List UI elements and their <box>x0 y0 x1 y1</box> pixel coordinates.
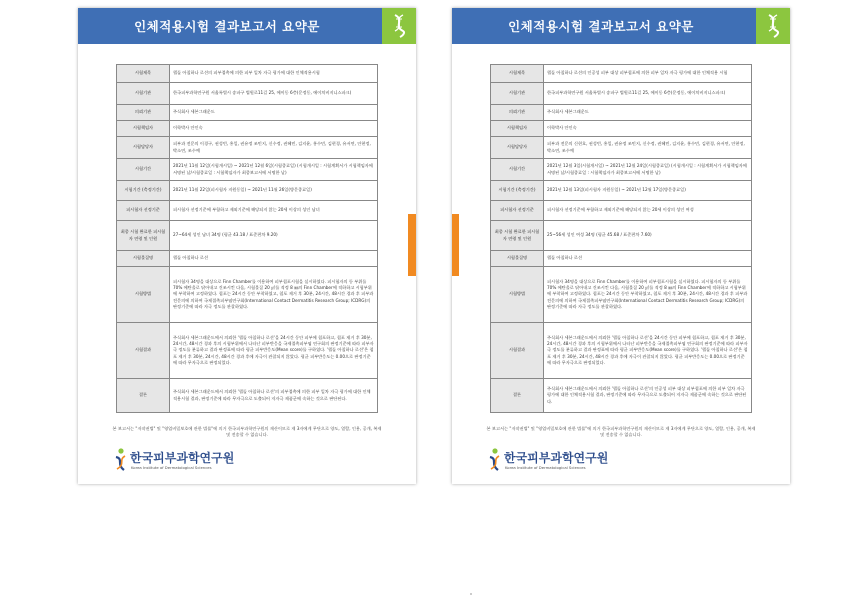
logo-korean: 한국피부과학연구원 <box>130 451 235 465</box>
row-value: 헬돌 아칠하나 로션의 피부접촉에 의한 피부 일차 자극 평가에 대한 인체적용시험 <box>170 65 378 83</box>
summary-row <box>491 201 752 221</box>
summary-table-body <box>117 65 378 413</box>
row-label: 시험방법 <box>117 267 170 323</box>
row-label: 시험제목 <box>117 65 170 83</box>
copyright-notice: 본 보고서는 "저작권법" 및 "영업비밀보호에 관한 법률"에 의거 한국피부과학연구원의 재산이므로 제 3자에게 무단으로 양도, 열람, 인용, 공개, 복제 및 전송할 수 없습니다. <box>486 426 756 437</box>
logo-english: Korea Institute of Dermatological Sciences <box>131 465 212 470</box>
page-title: 인체적용시험 결과보고서 요약문 <box>508 19 694 34</box>
summary-row <box>491 137 752 159</box>
row-value: 27~64세 성인 남녀 34명 (평균 43.18 / 표준편차 9.20) <box>170 221 378 251</box>
summary-row <box>491 221 752 251</box>
row-label: 최종 시험 완료한 피시험자 연령 및 인원 <box>117 221 170 251</box>
institute-logo-icon <box>488 448 502 472</box>
row-label: 시험물질명 <box>117 251 170 267</box>
header-badge <box>382 8 416 44</box>
row-value: 주식회사 세븐그래운드에서 의뢰한 '헬돌 아칠하나 로션'의 인공성 피부 대상 피부첩포에 의한 피부 일차 자극 평가에 대한 인체적용시험 결과, 판정기준에 따라 무자극으로 도출되어 저자극 제품군에 속하는 것으로 판단된다. <box>544 379 752 413</box>
page-header <box>452 8 790 44</box>
row-label: 시험기간 (측정기간) <box>117 181 170 201</box>
row-value: 2021년 12월 13일(피시험자 지원동일) ~ 2021년 12월 17일(방문종료일) <box>544 181 752 201</box>
row-value: 헬돌 아칠하나 로션 <box>544 251 752 267</box>
row-value: 이학박사 안인숙 <box>544 121 752 137</box>
header-badge <box>756 8 790 44</box>
institute-logo-icon <box>114 448 128 472</box>
summary-row <box>117 181 378 201</box>
summary-row <box>117 201 378 221</box>
summary-row <box>117 323 378 379</box>
row-value: 주식회사 세븐그래운드 <box>170 105 378 121</box>
row-value: 피부과 전문의 신현호, 권성빈, 홍일, 권유정 조민지, 신수정, 권혜민, 김지윤, 홍수민, 김현경, 유서연, 안현정, 박소연, 조수예 <box>544 137 752 159</box>
row-value: 한국피부과학연구원 서울특별시 송파구 법원로11길 25, 에이동 6층(문정동, 에이치비지니스파크) <box>170 83 378 105</box>
row-label: 시험기간 <box>491 159 544 181</box>
row-label: 시험결과 <box>117 323 170 379</box>
row-value: 주식회사 세븐그래운드에서 의뢰한 '헬돌 아칠하나 로션'을 24시간 동안 피부에 첩포하고, 첩포 제거 후 30분, 24시간, 48시간 경과 후의 시험부위에서 나타난 피부반응을 국제접촉피부염 연구회의 판정기준에 따라 피부자극 정도를 분류하고 결과 판정표에 따라 평균 피부반응도(Mean score)를 구하였다. '헬돌 아칠하나 로션'은 첩포 제거 후 30분, 24시간, 48시간 경과 후에 자극이 관찰되지 않았다. 평균 피부반응도는 0.00으로 판정기준에 따라 무자극으로 판정되었다. <box>544 323 752 379</box>
row-label: 결론 <box>491 379 544 413</box>
row-value: 주식회사 세븐그래운드에서 의뢰한 '헬돌 아칠하나 로션'을 24시간 동안 피부에 첩포하고, 첩포 제거 후 30분, 24시간, 48시간 경과 후의 시험부위에서 나타난 피부반응을 국제접촉피부염 연구회의 판정기준에 따라 피부자극 정도를 분류하고 결과 판정표에 따라 평균 피부반응도(Mean score)를 구하였다. '헬돌 아칠하나 로션'은 첩포 제거 후 30분, 24시간, 48시간 경과 후에 자극이 관찰되지 않았다. 평균 피부반응도는 0.00으로 판정기준에 따라 무자극으로 판정되었다. <box>170 323 378 379</box>
row-label: 최종 시험 완료한 피시험자 연령 및 인원 <box>491 221 544 251</box>
summary-row <box>491 65 752 83</box>
row-label: 의뢰기관 <box>491 105 544 121</box>
report-page-right <box>452 8 790 484</box>
row-value: 2021년 11월 12일(시험개시일) ~ 2021년 12월 6일(시험종료일) (시험개시일 : 시험계획서가 시험책임자에 서명된 날/시험종료일 : 시험책임자가 최종보고서에 서명한 날) <box>170 159 378 181</box>
summary-row <box>491 105 752 121</box>
row-label: 시험기간 (측정기간) <box>491 181 544 201</box>
summary-row <box>117 267 378 323</box>
summary-row <box>117 159 378 181</box>
summary-row <box>117 137 378 159</box>
side-tab <box>452 214 459 276</box>
report-page-left <box>78 8 416 484</box>
row-value: 피시험자 선정기준에 부합하고 제외기준에 해당되지 않는 20세 이상의 성인 남녀 <box>170 201 378 221</box>
dna-helix-icon <box>765 14 781 38</box>
row-value: 피부과 전문의 이경구, 권성빈, 홍일, 권유정 조민지, 신수정, 권혜민, 김지윤, 홍수민, 김현경, 유서연, 안현정, 박소연, 조수예 <box>170 137 378 159</box>
row-value: 피시험자 34명을 대상으로 Finn Chamber를 이용하여 피부첩포시험을 실시하였다. 피시험자의 등 부위를 70% 에탄올로 닦아내고 건조시킨 다음, 시험물질 20 ㎕를 적정 8 ㎜의 Finn Chamber에 적하하고 시험부위에 부착하여 고정하였다. 첩포는 24시간 동안 부착하였고, 첩포 제거 후 30분, 24시간, 48시간 경과 후 피부과 전문의에 의하여 국제접촉피부염연구회(International Contact Dermatitis Research Group; ICDRG)의 판정기준에 따라 자극 정도를 관찰하였다. <box>170 267 378 323</box>
side-tab <box>408 214 416 276</box>
logo-korean: 한국피부과학연구원 <box>504 451 609 465</box>
summary-table <box>490 64 752 413</box>
summary-row <box>491 181 752 201</box>
summary-row <box>491 323 752 379</box>
row-label: 시험결과 <box>491 323 544 379</box>
row-value: 피시험자 34명을 대상으로 Finn Chamber를 이용하여 피부첩포시험을 실시하였다. 피시험자의 등 부위를 70% 에탄올로 닦아내고 건조시킨 다음, 시험물질 20 ㎕를 적정 8 ㎜의 Finn Chamber에 적하하고 시험부위에 부착하여 고정하였다. 첩포는 24시간 동안 부착하였고, 첩포 제거 후 30분, 24시간, 48시간 경과 후 피부과 전문의에 의하여 국제접촉피부염연구회(International Contact Dermatitis Research Group; ICDRG)의 판정기준에 따라 자극 정도를 관찰하였다. <box>544 267 752 323</box>
row-value: 헬돌 아칠하나 로션 <box>170 251 378 267</box>
row-label: 시험책임자 <box>117 121 170 137</box>
summary-table <box>116 64 378 413</box>
row-label: 시험담당자 <box>117 137 170 159</box>
row-value: 헬돌 아칠하나 로션의 인공성 피부 대상 피부첩포에 의한 피부 일차 자극 평가에 대한 인체적용 시험 <box>544 65 752 83</box>
summary-row <box>117 65 378 83</box>
summary-row <box>491 379 752 413</box>
summary-row <box>491 83 752 105</box>
summary-row <box>491 251 752 267</box>
row-value: 주식회사 세븐그래운드 <box>544 105 752 121</box>
summary-row <box>491 121 752 137</box>
row-value: 피시험자 선정기준에 부합하고 제외기준에 해당되지 않는 20세 이상의 성인 여성 <box>544 201 752 221</box>
row-label: 의뢰기관 <box>117 105 170 121</box>
dna-helix-icon <box>391 14 407 38</box>
summary-row <box>117 251 378 267</box>
stray-dot <box>470 593 472 595</box>
row-label: 피시험자 선정기준 <box>491 201 544 221</box>
page-title: 인체적용시험 결과보고서 요약문 <box>134 19 320 34</box>
summary-row <box>491 159 752 181</box>
row-value: 주식회사 세븐그래운드에서 의뢰한 '헬돌 아칠하나 로션'의 피부접촉에 의한 피부 일차 자극 평가에 대한 인체적용시험 결과, 판정기준에 따라 무자극으로 도출되어 저자극 제품군에 속하는 것으로 판단된다. <box>170 379 378 413</box>
row-label: 시험기관 <box>491 83 544 105</box>
summary-row <box>117 221 378 251</box>
page-header <box>78 8 416 44</box>
row-label: 시험담당자 <box>491 137 544 159</box>
row-label: 시험기관 <box>117 83 170 105</box>
summary-row <box>117 379 378 413</box>
summary-row <box>117 83 378 105</box>
row-label: 시험책임자 <box>491 121 544 137</box>
row-label: 피시험자 선정기준 <box>117 201 170 221</box>
copyright-notice: 본 보고서는 "저작권법" 및 "영업비밀보호에 관한 법률"에 의거 한국피부과학연구원의 재산이므로 제 3자에게 무단으로 양도, 열람, 인용, 공개, 복제 및 전송할 수 없습니다. <box>112 426 382 437</box>
row-label: 시험제목 <box>491 65 544 83</box>
row-label: 시험방법 <box>491 267 544 323</box>
row-label: 시험물질명 <box>491 251 544 267</box>
summary-row <box>117 105 378 121</box>
row-value: 25~56세 성인 여성 34명 (평균 45.68 / 표준편차 7.60) <box>544 221 752 251</box>
row-value: 2021년 12월 3일(시험개시일) ~ 2021년 12월 24일(시험종료일) (시험개시일 : 시험계획서가 시험책임자에 서명된 날/시험종료일 : 시험책임자가 최종보고서에 서명한 날) <box>544 159 752 181</box>
summary-row <box>491 267 752 323</box>
summary-table-body <box>491 65 752 413</box>
row-value: 2021년 11월 22일(피시험자 지원동일) ~ 2021년 11월 26일(방문종료일) <box>170 181 378 201</box>
row-value: 한국피부과학연구원 서울특별시 송파구 법원로11길 25, 에이동 6층(문정동, 에이치비지니스파크) <box>544 83 752 105</box>
row-label: 결론 <box>117 379 170 413</box>
row-label: 시험기간 <box>117 159 170 181</box>
row-value: 이학박사 안인숙 <box>170 121 378 137</box>
logo-english: Korea Institute of Dermatological Sciences <box>505 465 586 470</box>
summary-row <box>117 121 378 137</box>
